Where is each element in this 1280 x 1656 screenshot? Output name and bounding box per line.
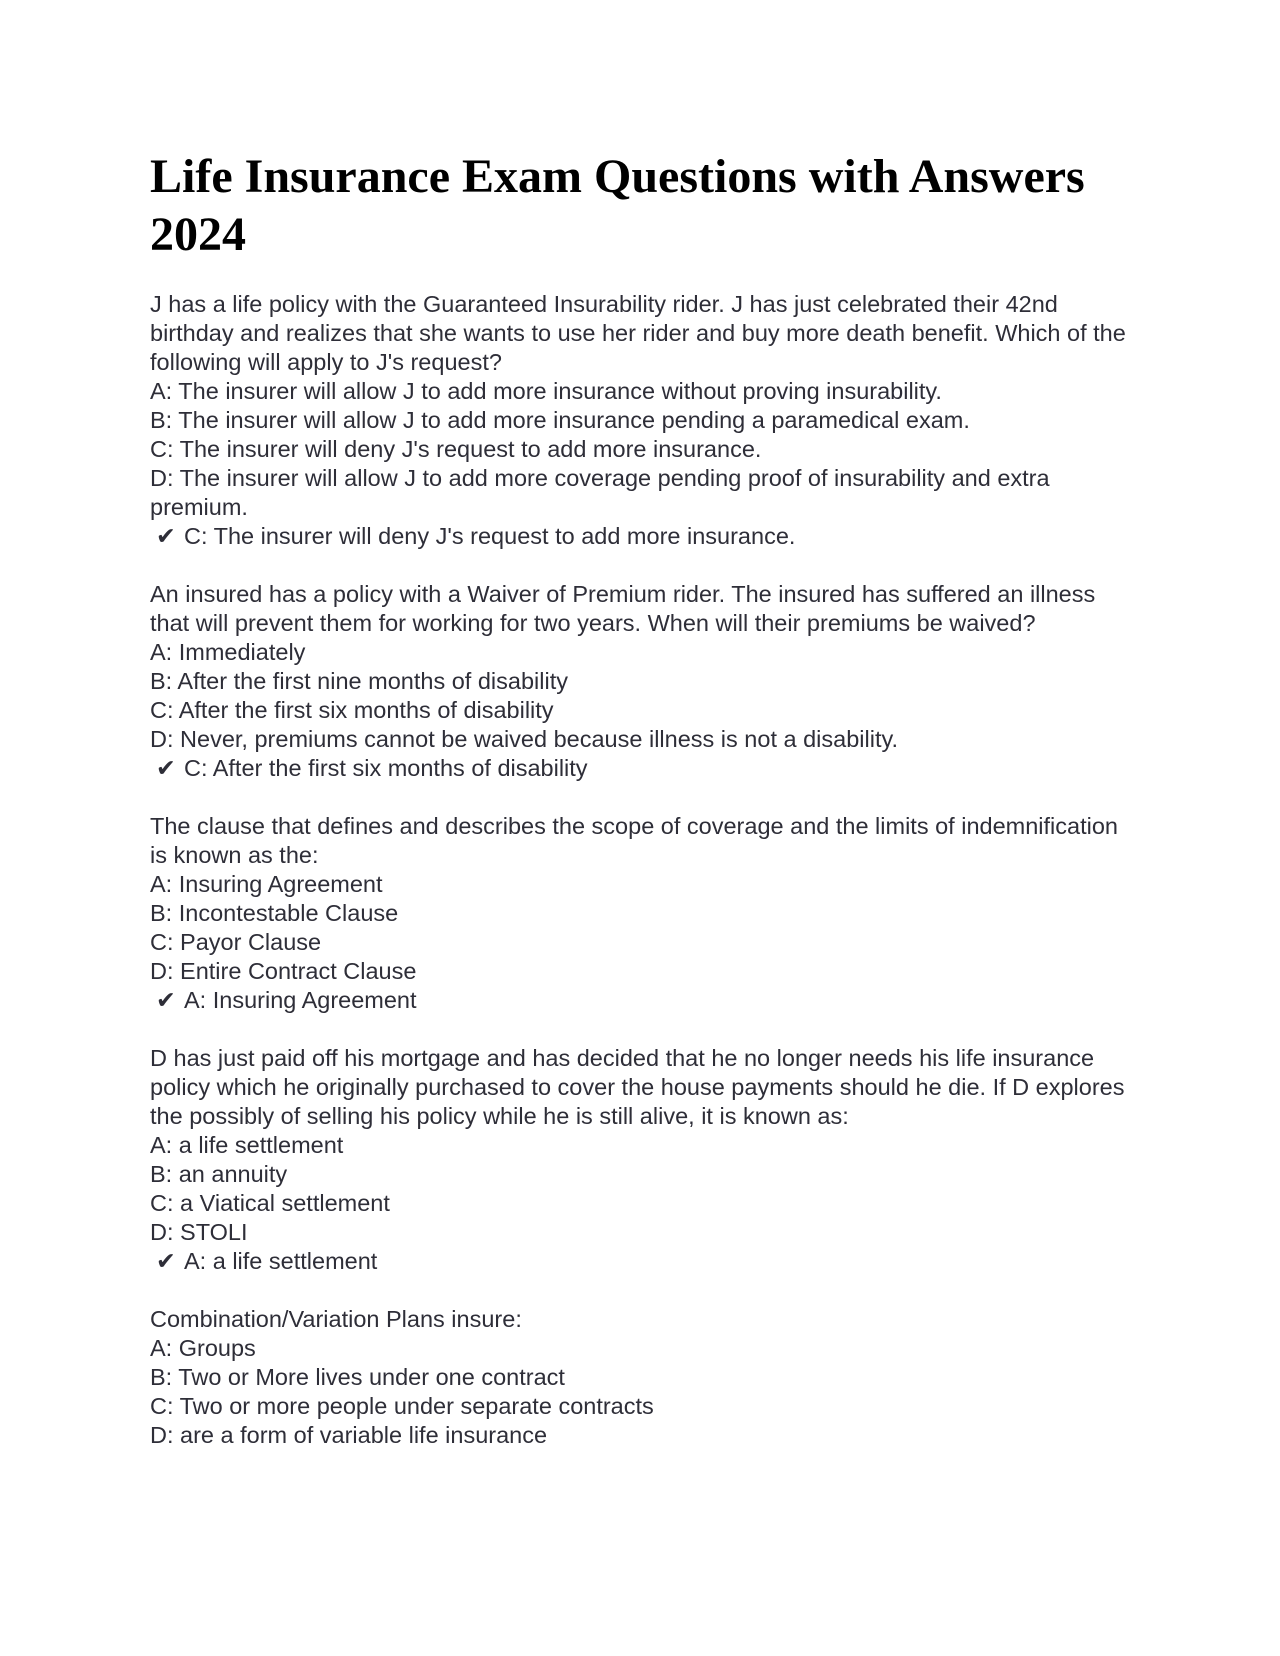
option-c: C: Two or more people under separate contracts — [150, 1393, 654, 1419]
correct-answer — [150, 522, 1140, 551]
option-b: B: an annuity — [150, 1161, 288, 1187]
option-b: B: Incontestable Clause — [150, 900, 399, 926]
option-a: A: The insurer will allow J to add more insurance without proving insurability. — [150, 378, 942, 404]
answer-text: A: Insuring Agreement — [184, 987, 417, 1013]
option-b: B: Two or More lives under one contract — [150, 1364, 565, 1390]
option-c: C: a Viatical settlement — [150, 1190, 390, 1216]
question-block — [150, 812, 1140, 1015]
option-c: C: Payor Clause — [150, 929, 322, 955]
question-stem: J has a life policy with the Guaranteed Insurability rider. J has just celebrated their 42nd birthday and realizes that she wants to use her rider and buy more death benefit. Which of the following will apply to J's request? — [150, 291, 1126, 375]
option-d: D: are a form of variable life insurance — [150, 1422, 548, 1448]
option-a: A: Insuring Agreement — [150, 871, 383, 897]
correct-answer — [150, 754, 1140, 783]
option-c: C: The insurer will deny J's request to add more insurance. — [150, 436, 762, 462]
answer-text: A: a life settlement — [184, 1248, 378, 1274]
option-d: D: STOLI — [150, 1219, 248, 1245]
option-d: D: Never, premiums cannot be waived because illness is not a disability. — [150, 726, 899, 752]
document-title: Life Insurance Exam Questions with Answers 2024 — [150, 150, 1085, 261]
document-page — [150, 148, 1140, 1479]
correct-answer — [150, 1247, 1140, 1276]
question-stem: Combination/Variation Plans insure: — [150, 1306, 522, 1332]
option-a: A: Immediately — [150, 639, 306, 665]
question-stem: An insured has a policy with a Waiver of Premium rider. The insured has suffered an illness that will prevent them for working for two years. When will their premiums be waived? — [150, 581, 1096, 636]
option-a: A: Groups — [150, 1335, 256, 1361]
correct-answer — [150, 986, 1140, 1015]
option-d: D: Entire Contract Clause — [150, 958, 417, 984]
question-block — [150, 580, 1140, 783]
question-block — [150, 290, 1140, 551]
question-block — [150, 1044, 1140, 1276]
checkmark-icon: ✔ — [156, 1248, 176, 1274]
option-d: D: The insurer will allow J to add more coverage pending proof of insurability and extra premium. — [150, 465, 1050, 520]
answer-text: C: The insurer will deny J's request to add more insurance. — [184, 523, 796, 549]
checkmark-icon: ✔ — [156, 755, 176, 781]
checkmark-icon: ✔ — [156, 523, 176, 549]
option-c: C: After the first six months of disability — [150, 697, 554, 723]
question-block — [150, 1305, 1140, 1450]
option-b: B: After the first nine months of disability — [150, 668, 568, 694]
option-a: A: a life settlement — [150, 1132, 344, 1158]
option-b: B: The insurer will allow J to add more insurance pending a paramedical exam. — [150, 407, 970, 433]
question-stem: The clause that defines and describes the scope of coverage and the limits of indemnification is known as the: — [150, 813, 1118, 868]
checkmark-icon: ✔ — [156, 987, 176, 1013]
answer-text: C: After the first six months of disability — [184, 755, 588, 781]
question-stem: D has just paid off his mortgage and has decided that he no longer needs his life insurance policy which he originally purchased to cover the house payments should he die. If D explores the possibly of selling his policy while he is still alive, it is known as: — [150, 1045, 1125, 1129]
